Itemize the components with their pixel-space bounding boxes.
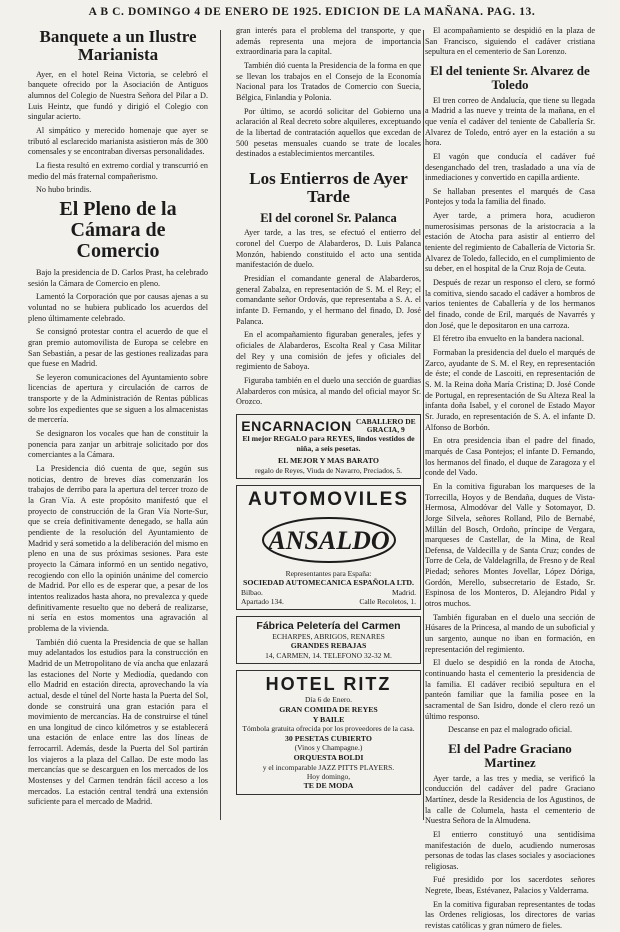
ad-address-row <box>241 597 416 606</box>
ad-brand-ansaldo: ANSALDO <box>267 525 390 555</box>
column-3 <box>425 26 596 931</box>
advertisement-peleteria <box>236 616 421 664</box>
paragraph: Al simpático y merecido homenaje que ayer se tributó al esclarecido marianista asistieron más de 300 comensales y se encontraban diversas personalidades. <box>28 125 208 157</box>
paragraph: Fué presidido por los sacerdotes señores Negrete, Ibeas, Estévanez, Palacios y Valderrama. <box>425 875 595 896</box>
ad-title-hotel-ritz: HOTEL RITZ <box>265 674 392 695</box>
ad-line: El mejor REGALO para REYES, lindos vestidos de niña, a seis pesetas. <box>242 434 415 454</box>
paragraph: También figuraban en el duelo una sección de Húsares de la Princesa, al mando de un suboficial y un sargento, aunque no iban en formación, en representación del regimiento. <box>425 612 595 654</box>
ad-line: regalo de Reyes, Viuda de Navarro, Preciados, 5. <box>254 465 403 475</box>
ad-line: GRAN COMIDA DE REYES <box>279 704 378 714</box>
ansaldo-logo-icon <box>259 515 399 565</box>
paragraph: Se consignó protestar contra el acuerdo de que el gran premio automovilista de Europa se celebre en San Sebastián, a pesar de las gestiones realizadas para que fuese en Madrid. <box>28 327 208 369</box>
paragraph: Ayer, en el hotel Reina Victoria, se celebró el banquete ofrecido por la Asociación de Antiguos alumnos del Colegio de Nuestra Señora del Pilar a D. Luis Heintz, que fundó y dirigió el Colegio con singular acierto. <box>28 69 208 122</box>
paragraph: En otra presidencia iban el padre del finado, marqués de Casa Pontejos; el infante D. Fernando, los hermanos del finado, el duque de Zaragoza y el conde del Vado. <box>425 436 595 478</box>
paragraph: El acompañamiento se despidió en la plaza de San Francisco, siguiendo el cadáver cristiana sepultura en el cementerio de San Lorenzo. <box>425 26 595 57</box>
paragraph: Presidían el comandante general de Alabarderos, general Zabalza, en representación de S. M. el Rey; el comandante señor Ordovás, que representaba a S. A. el infante D. Fernando, y el hermano del finado, D. José Palanca. <box>236 273 421 326</box>
paragraph: Después de rezar un responso el clero, se formó la comitiva, siendo sacado el cadáver a hombros de varios tenientes de Caballería y de los hermanos del finado, conde de Eril, marqués de Navarrés y don José, que le depositaron en una carroza. <box>425 278 595 330</box>
ad-title-peleteria: Fábrica Peletería del Carmen <box>256 620 401 632</box>
paragraph: El tren correo de Andalucía, que tiene su llegada a Madrid a las nueve y treinta de la mañana, en el que venía el cadáver del teniente de Caballería Sr. Alvarez de Toledo, entró ayer en la estación a su hora. <box>425 95 595 148</box>
paragraph: Lamentó la Corporación que por causas ajenas a su voluntad no se hubiera publicado los acuerdos del pleno últimamente celebrado. <box>28 292 208 323</box>
ad-address: Apartado 134. <box>241 597 284 606</box>
ad-city: Madrid. <box>392 588 416 597</box>
ad-line: Y BAILE <box>312 714 345 724</box>
paragraph: Figuraba también en el duelo una sección de guardias Alabarderos con música, al mando del oficial mayor Sr. Orozco. <box>236 375 421 407</box>
paragraph: Descanse en paz el malogrado oficial. <box>447 725 573 735</box>
paragraph: El vagón que conducía el cadáver fué desenganchado del tren, trasladado a una vía de inmediaciones y convertido en capilla ardiente. <box>425 151 595 183</box>
running-title: A B C. DOMINGO 4 DE ENERO DE 1925. EDICION DE LA MAÑANA. PAG. 13. <box>88 6 536 18</box>
advertisement-ansaldo <box>236 485 421 610</box>
paragraph: La fiesta resultó en extremo cordial y transcurrió en medio del más fraternal compañerismo. <box>28 160 208 181</box>
paragraph: Bajo la presidencia de D. Carlos Prast, ha celebrado sesión la Cámara de Comercio en pleno. <box>28 267 208 288</box>
advertisement-encarnacion <box>236 414 421 479</box>
ad-line: (Vinos y Champagne.) <box>294 743 363 753</box>
ad-line: Representantes para España: <box>285 568 372 578</box>
article-title-banquete: Banquete a un Ilustre Marianista <box>39 27 197 64</box>
ad-line: EL MEJOR Y MAS BARATO <box>278 455 379 465</box>
paragraph: No hubo brindis. <box>36 185 92 195</box>
ad-line: ORQUESTA BOLDI <box>293 752 364 762</box>
paragraph: El féretro iba envuelto en la bandera nacional. <box>433 334 584 344</box>
advertisement-hotel-ritz <box>236 670 421 795</box>
ad-address: CABALLERO DE GRACIA, 9 <box>355 416 416 435</box>
ad-line: 30 PESETAS CUBIERTO <box>285 733 372 743</box>
ad-line: ECHARPES, ABRIGOS, RENARES <box>272 632 385 641</box>
paragraph: Ayer tarde, a las tres y media, se verificó la conducción del cadáver del padre Graciano Martínez, desde la Residencia de los Agustinos, de la calle de Columela, hasta el cementerio de Nuestra Señora de la Almudena. <box>425 773 595 826</box>
paragraph: Ayer tarde, a primera hora, acudieron numerosísimas personas de la aristocracia a la estación de Atocha para asistir al entierro del teniente del regimiento de Caballería de Victoria Sr. Alvarez de Toledo, fallecido, en el cumplimiento de su deber, en el hospital de la Cruz Roja de Ceuta. <box>425 211 596 274</box>
column-2 <box>236 26 421 826</box>
ad-line: Día 6 de Enero. <box>304 695 353 705</box>
paragraph-continuation: gran interés para el problema del transporte, y que además representa una mejora de importancia extraordinaria para la capital. <box>236 26 421 57</box>
ad-line: TE DE MODA <box>303 781 354 791</box>
ad-line: GRANDES REBAJAS <box>290 641 367 651</box>
paragraph: En el acompañamiento figuraban generales, jefes y oficiales de Alabarderos, Escolta Real y Casa Militar del Rey y una comisión de jefes y oficiales del regimiento de Saboya. <box>236 330 421 372</box>
paragraph: El duelo se despidió en la ronda de Atocha, continuando hasta el cementerio la presidencia de la familia. El cadáver recibió sepultura en el panteón familiar que la familia posee en la sacramental de San Isidro, donde el clero rezó un último responso. <box>425 658 595 721</box>
column-divider-1 <box>220 30 221 820</box>
ad-address: Calle Recoletos, 1. <box>359 597 416 606</box>
ad-line: 14, CARMEN, 14. TELEFONO 32-32 M. <box>265 651 392 661</box>
paragraph: En la comitiva figuraban los marqueses de la Torrecilla, Hoyos y de Bendaña, duques de Vista-Hermosa, Almodóvar del Valle y Sotomayor, D. Jorge Silvela, señores Rolland, Pilo de Bernabé, Millán del Bosch, Ordoño, príncipe de Vergara, marqueses de Castellar, de la Mina, de Real Defensa, de Valdecilla y de Santa Cruz; condes de Torre de Cela, de Valdelagrilla, de Fresno y de Real Piedad; señores Montes Jovellar, López Dóriga, Gordón, Merello, subsecretario de Estado, Sr. Espinosa de los Monteros, D. Alejandro Pidal y otros muchos. <box>425 481 595 609</box>
article-subtitle-palanca: El del coronel Sr. Palanca <box>260 210 397 225</box>
paragraph: Se leyeron comunicaciones del Ayuntamiento sobre licencias de apertura y circulación de carros de transporte y de la Administración de Rentas públicas sobre los expedientes que se siguen a los almacenistas de mercería. <box>28 372 208 425</box>
ad-line: Hoy domingo, <box>306 771 351 781</box>
ad-company: SOCIEDAD AUTOMECANICA ESPAÑOLA LTD. <box>243 578 414 588</box>
ad-city-row <box>241 588 416 597</box>
page-running-header <box>22 3 602 21</box>
column-1 <box>28 26 208 826</box>
paragraph: El entierro constituyó una sentidísima manifestación de duelo, acudiendo numerosas personas de todas las clases sociales y asociaciones religiosas. <box>425 829 595 871</box>
article-title-entierros: Los Entierros de Ayer Tarde <box>249 168 408 206</box>
article-title-pleno: El Pleno de la Cámara de Comercio <box>59 197 177 262</box>
article-subtitle-alvarez-toledo: El del teniente Sr. Alvarez de Toledo <box>430 62 590 93</box>
paragraph: Se hallaban presentes el marqués de Casa Pontejos y toda la familia del finado. <box>425 186 595 207</box>
paragraph: Se designaron los vocales que han de constituir la ponencia para zanjar un arbitraje solicitado por dos comerciantes a la Cámara. <box>28 429 208 460</box>
paragraph: Por último, se acordó solicitar del Gobierno una aclaración al Real decreto sobre alquileres, exceptuando de la libertad de contratación aquellos que excedan de 500 pesetas mensuales cuando se trate de locales destinados a establecimientos mercantiles. <box>236 106 421 159</box>
paragraph: Formaban la presidencia del duelo el marqués de Zarco, ayudante de S. M. el Rey, en representación de éste; el conde de Lascoiti, en representación de S. M. la Reina doña María Cristina; D. José Conde de Portugal, en representación de Su Alteza Real la infanta doña Isabel, y el coronel de Estado Mayor Sr. Jurado, en representación de S. A. el infante D. Alfonso de Borbón. <box>425 348 595 432</box>
paragraph: También dió cuenta la Presidencia de que se hallan muy adelantados los estudios para la construcción en Madrid de un Metropolitano de vía ancha que enlazará las estaciones del Norte y Mediodía, quedando con ello Madrid en estación directa, aprovechando la vía actual, desde el túnel del Norte hasta la Puerta del Sol, donde se construirá una gran estación para el movimiento de mercancías. Ha de construirse el túnel en una longitud de cinco kilómetros y se establecerá una estación de enlace entre las dos líneas de ferrocarril. Además, desde la Puerta del Sol partirán los viajeros a la plaza del Callao. De este modo las mercancías que se descarguen en los mercados de los Mostenses y del Carmen tendrán fácil acceso a los mercados. La estación central tendrá una extensión suficiente para el mercado de Madrid. <box>28 637 208 807</box>
paragraph: En la comitiva figuraban representantes de todas las Ordenes religiosas, los directores de varias revistas católicas y gran número de fieles. <box>425 899 595 931</box>
paragraph: La Presidencia dió cuenta de que, según sus noticias, dentro de breves días comenzarán los trabajos de derribo para la apertura del tercer trozo de la Gran Vía. A este propósito manifestó que el proyecto de construcción de la Gran Vía Norte-Sur, que se creía definitivamente denegado, se halla aún pendiente de la resolución del Ayuntamiento de Madrid y será sometido a la deliberación del mismo en pleno en una de sus próximas sesiones. Para este proyecto la Cámara informó en un sentido negativo, recogiendo con ello la opinión unánime del comercio de Madrid. Por ello es de esperar que, a pesar de los intentos realizados hasta ahora, no prevalezca y quede definitivamente resuelto que no deberá de realizarse, ni sería en estos momentos una agravación al problema de la vivienda. <box>28 464 208 633</box>
ad-brand-encarnacion: ENCARNACION <box>241 418 352 435</box>
ad-title-automoviles: AUTOMOVILES <box>248 488 409 510</box>
column-divider-2 <box>423 30 424 820</box>
ad-line: y el incomparable JAZZ PITTS PLAYERS. <box>262 762 395 772</box>
ad-city: Bilbao. <box>241 588 263 597</box>
paragraph: También dió cuenta la Presidencia de la forma en que se llevan los trabajos en el Consejo de la Economía Nacional para los Tratados de Comercio con Suecia, Bélgica, Finlandia y Polonia. <box>236 60 421 102</box>
paragraph: Ayer tarde, a las tres, se efectuó el entierro del coronel del Cuerpo de Alabarderos, D. Luis Palanca Monzón, habiendo constituido el acto una sentida manifestación de duelo. <box>236 228 421 270</box>
ad-line: Tómbola gratuita ofrecida por los proveedores de la casa. <box>242 724 415 734</box>
article-subtitle-graciano-martinez: El del Padre Graciano Martinez <box>448 740 572 771</box>
